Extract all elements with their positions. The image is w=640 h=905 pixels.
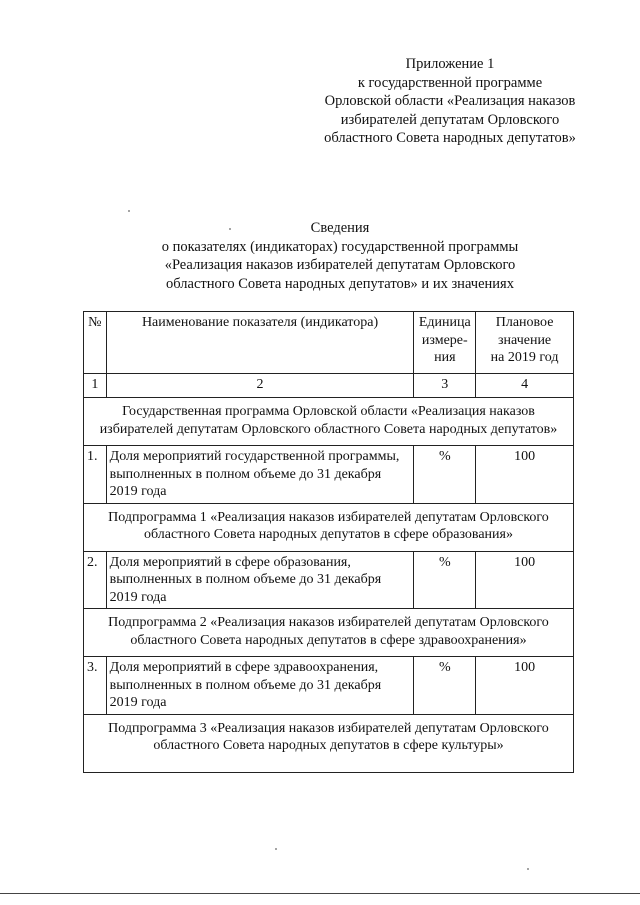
appendix-line: областного Совета народных депутатов» <box>324 130 576 146</box>
appendix-line: Приложение 1 <box>405 56 495 72</box>
appendix-block <box>300 55 600 148</box>
header-plan <box>476 312 574 374</box>
header-num: № <box>84 312 107 374</box>
header-unit-line: ния <box>434 350 456 365</box>
table-row <box>84 657 574 715</box>
indicators-table <box>83 311 574 773</box>
appendix-line: избирателей депутатам Орловского <box>340 111 560 128</box>
subprogram-title: Подпрограмма 3 «Реализация наказов избирателей депутатам Орловского областного Совета народных депутатов в сфере культуры» <box>84 714 574 772</box>
row-value: 100 <box>476 551 574 609</box>
col-number: 2 <box>106 374 414 398</box>
row-value: 100 <box>476 657 574 715</box>
col-number: 4 <box>476 374 574 398</box>
header-plan-line: на 2019 год <box>490 350 559 365</box>
header-unit-line: измере- <box>421 332 468 348</box>
program-title: Государственная программа Орловской области «Реализация наказов избирателей депутатам Орловского областного Совета народных депутатов» <box>84 398 574 446</box>
row-num: 1. <box>84 446 107 504</box>
row-unit: % <box>414 446 476 504</box>
subprogram-title: Подпрограмма 1 «Реализация наказов избирателей депутатам Орловского областного Совета народных депутатов в сфере образования» <box>84 503 574 551</box>
heading-title: Сведения <box>310 220 370 236</box>
scan-speck <box>275 848 277 850</box>
appendix-line: к государственной программе <box>357 74 543 91</box>
subprogram-row <box>84 609 574 657</box>
header-unit <box>414 312 476 374</box>
scan-speck <box>229 228 231 230</box>
subprogram-row <box>84 503 574 551</box>
subprogram-title: Подпрограмма 2 «Реализация наказов избирателей депутатам Орловского областного Совета народных депутатов в сфере здравоохранения» <box>84 609 574 657</box>
column-number-row <box>84 374 574 398</box>
table-row <box>84 446 574 504</box>
row-name: Доля мероприятий в сфере здравоохранения, выполненных в полном объеме до 31 декабря 2019 года <box>106 657 414 715</box>
document-heading <box>100 219 580 293</box>
col-number: 1 <box>84 374 107 398</box>
scan-speck <box>527 868 529 870</box>
header-unit-line: Единица <box>418 315 471 330</box>
row-name: Доля мероприятий государственной программы, выполненных в полном объеме до 31 декабря 2019 года <box>106 446 414 504</box>
table-header-row <box>84 312 574 374</box>
table-row <box>84 551 574 609</box>
subprogram-row <box>84 714 574 772</box>
header-name: Наименование показателя (индикатора) <box>106 312 414 374</box>
row-unit: % <box>414 551 476 609</box>
program-title-row <box>84 398 574 446</box>
row-num: 3. <box>84 657 107 715</box>
col-number: 3 <box>414 374 476 398</box>
appendix-line: Орловской области «Реализация наказов <box>324 93 576 109</box>
page-bottom-edge <box>0 893 640 894</box>
row-num: 2. <box>84 551 107 609</box>
row-name: Доля мероприятий в сфере образования, выполненных в полном объеме до 31 декабря 2019 года <box>106 551 414 609</box>
row-value: 100 <box>476 446 574 504</box>
heading-line: «Реализация наказов избирателей депутатам Орловского <box>164 257 516 273</box>
header-plan-line: Плановое <box>495 315 554 330</box>
header-plan-line: значение <box>498 332 552 348</box>
heading-line: о показателях (индикаторах) государственной программы <box>161 238 519 255</box>
heading-line: областного Совета народных депутатов» и их значениях <box>166 275 514 292</box>
row-unit: % <box>414 657 476 715</box>
scan-speck <box>128 210 130 212</box>
